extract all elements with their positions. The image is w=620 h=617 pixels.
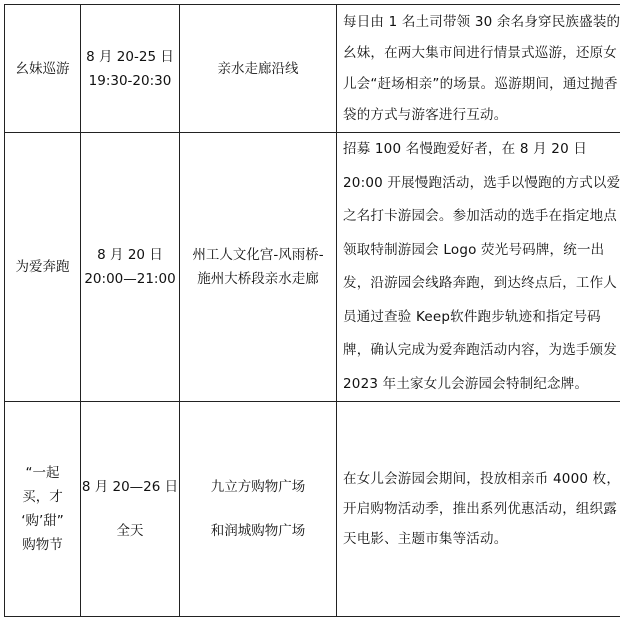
event-name-line: 买，才 xyxy=(5,485,80,509)
event-time: 全天 xyxy=(81,519,179,543)
event-location: 州工人文化宫-风雨桥- xyxy=(180,243,336,267)
event-name-cell xyxy=(5,5,81,133)
event-name: 为爱奔跑 xyxy=(16,259,70,275)
event-location: 九立方购物广场 xyxy=(180,475,336,499)
event-name-line: ‘购’甜” xyxy=(5,509,80,533)
event-time: 20:00—21:00 xyxy=(81,267,179,291)
event-date: 8 月 20—26 日 xyxy=(81,475,179,499)
event-name-cell xyxy=(5,402,81,617)
event-description-cell xyxy=(337,133,620,402)
event-description-cell xyxy=(337,402,620,617)
table-row xyxy=(5,402,620,617)
event-location-cell xyxy=(180,133,337,402)
event-name-line: 购物节 xyxy=(5,533,80,557)
event-location-cell xyxy=(180,5,337,133)
event-date-cell xyxy=(81,133,180,402)
event-date-cell xyxy=(81,402,180,617)
table-row xyxy=(5,5,620,133)
event-date: 8 月 20-25 日 xyxy=(81,45,179,69)
event-date-cell xyxy=(81,5,180,133)
event-date: 8 月 20 日 xyxy=(81,243,179,267)
event-description-cell xyxy=(337,5,620,133)
event-description: 每日由 1 名土司带领 30 余名身穿民族盛装的幺妹，在两大集市间进行情景式巡游，还原女儿会“赶场相亲”的场景。巡游期间，通过抛香袋的方式与游客进行互动。 xyxy=(343,7,620,131)
event-name-cell xyxy=(5,133,81,402)
event-description: 在女儿会游园会期间，投放相亲币 4000 枚，开启购物活动季，推出系列优惠活动，组织露天电影、主题市集等活动。 xyxy=(343,464,620,554)
table-row xyxy=(5,133,620,402)
event-description: 招募 100 名慢跑爱好者，在 8 月 20 日 20:00 开展慢跑活动，选手以慢跑的方式以爱之名打卡游园会。参加活动的选手在指定地点领取特制游园会 Logo 荧光号码牌，统一出发，沿游园会线路奔跑，到达终点后，工作人员通过查验 Keep软件跑步轨迹和指定号码牌，确认完成为爱奔跑活动内容，为选手颁发2023 年土家女儿会游园会特制纪念牌。 xyxy=(343,133,620,401)
event-name: 幺妹巡游 xyxy=(16,61,70,77)
event-location: 施州大桥段亲水走廊 xyxy=(180,267,336,291)
event-location-cell xyxy=(180,402,337,617)
event-location: 亲水走廊沿线 xyxy=(180,57,336,81)
event-name-line: “一起 xyxy=(5,461,80,485)
event-time: 19:30-20:30 xyxy=(81,69,179,93)
events-table xyxy=(4,4,620,617)
event-location: 和润城购物广场 xyxy=(180,519,336,543)
